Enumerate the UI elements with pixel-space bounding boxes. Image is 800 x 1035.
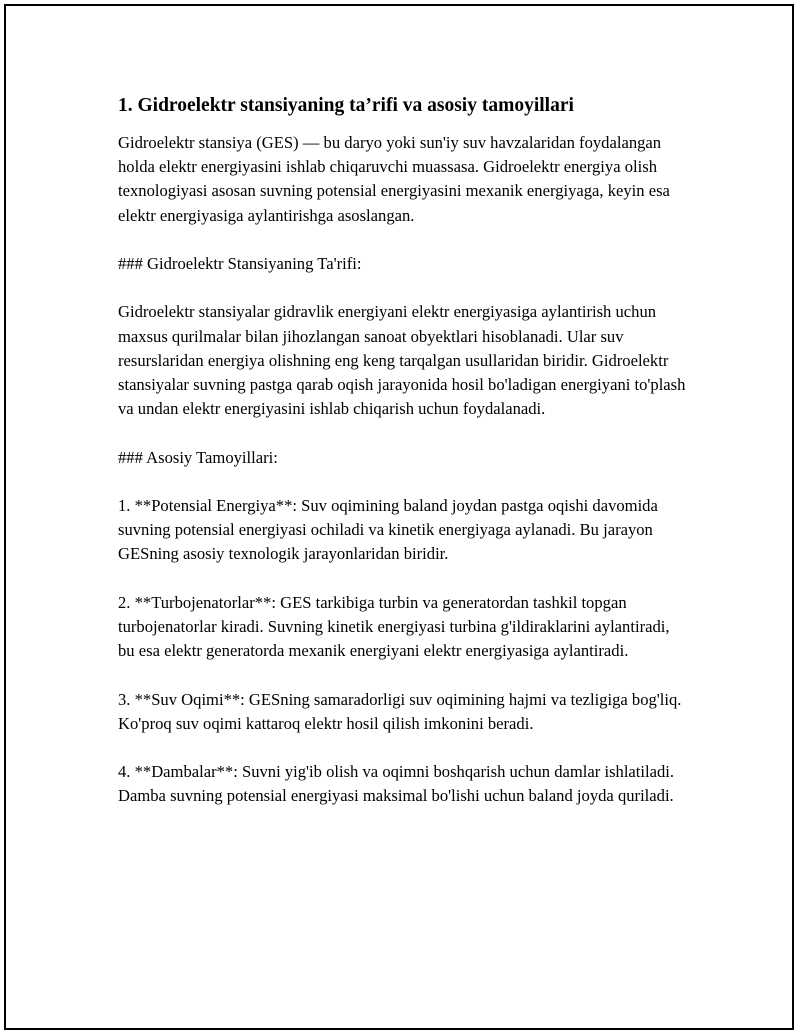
definition-paragraph: Gidroelektr stansiyalar gidravlik energiyani elektr energiyasiga aylantirish uchun maxsus qurilmalar bilan jihozlangan sanoat obyektlari hisoblanadi. Ular suv resurslaridan energiya olishning eng keng tarqalgan usullaridan biridir. Gidroelektr stansiyalar suvning pastga qarab oqish jarayonida hosil bo'ladigan energiyani to'plash va undan elektr energiyasini ishlab chiqarish uchun foydalanadi.: [118, 302, 686, 419]
document-body: [118, 92, 688, 809]
principle-item-4: 4. **Dambalar**: Suvni yig'ib olish va oqimni boshqarish uchun damlar ishlatiladi. Damba suvning potensial energiyasi maksimal bo'lishi uchun baland joyda quriladi.: [118, 762, 675, 806]
principle-item-3: 3. **Suv Oqimi**: GESning samaradorligi suv oqimining hajmi va tezligiga bog'liq. Ko'proq suv oqimi kattaroq elektr hosil qilish imkonini beradi.: [118, 689, 682, 733]
intro-paragraph: Gidroelektr stansiya (GES) — bu daryo yoki sun'iy suv havzalaridan foydalangan holda elektr energiyasini ishlab chiqaruvchi muassasa. Gidroelektr energiya olish texnologiyasi asosan suvning potensial energiyasini mexanik energiyaga, keyin esa elektr energiyasiga aylantirishga asoslangan.: [118, 133, 670, 225]
principles-heading: ### Asosiy Tamoyillari:: [118, 447, 278, 467]
document-title: 1. Gidroelektr stansiyaning ta’rifi va asosiy tamoyillari: [118, 95, 574, 116]
principle-item-2: 2. **Turbojenatorlar**: GES tarkibiga turbin va generatordan tashkil topgan turbojenatorlar kiradi. Suvning kinetik energiyasi turbina g'ildiraklarini aylantiradi, bu esa elektr generatorda mexanik energiyani elektr energiyasiga aylantiradi.: [118, 592, 670, 661]
definition-heading: ### Gidroelektr Stansiyaning Ta'rifi:: [118, 254, 362, 273]
principle-item-1: 1. **Potensial Energiya**: Suv oqimining baland joydan pastga oqishi davomida suvning potensial energiyasi ochiladi va kinetik energiyaga aylanadi. Bu jarayon GESning asosiy texnologik jarayonlaridan biridir.: [118, 495, 658, 564]
